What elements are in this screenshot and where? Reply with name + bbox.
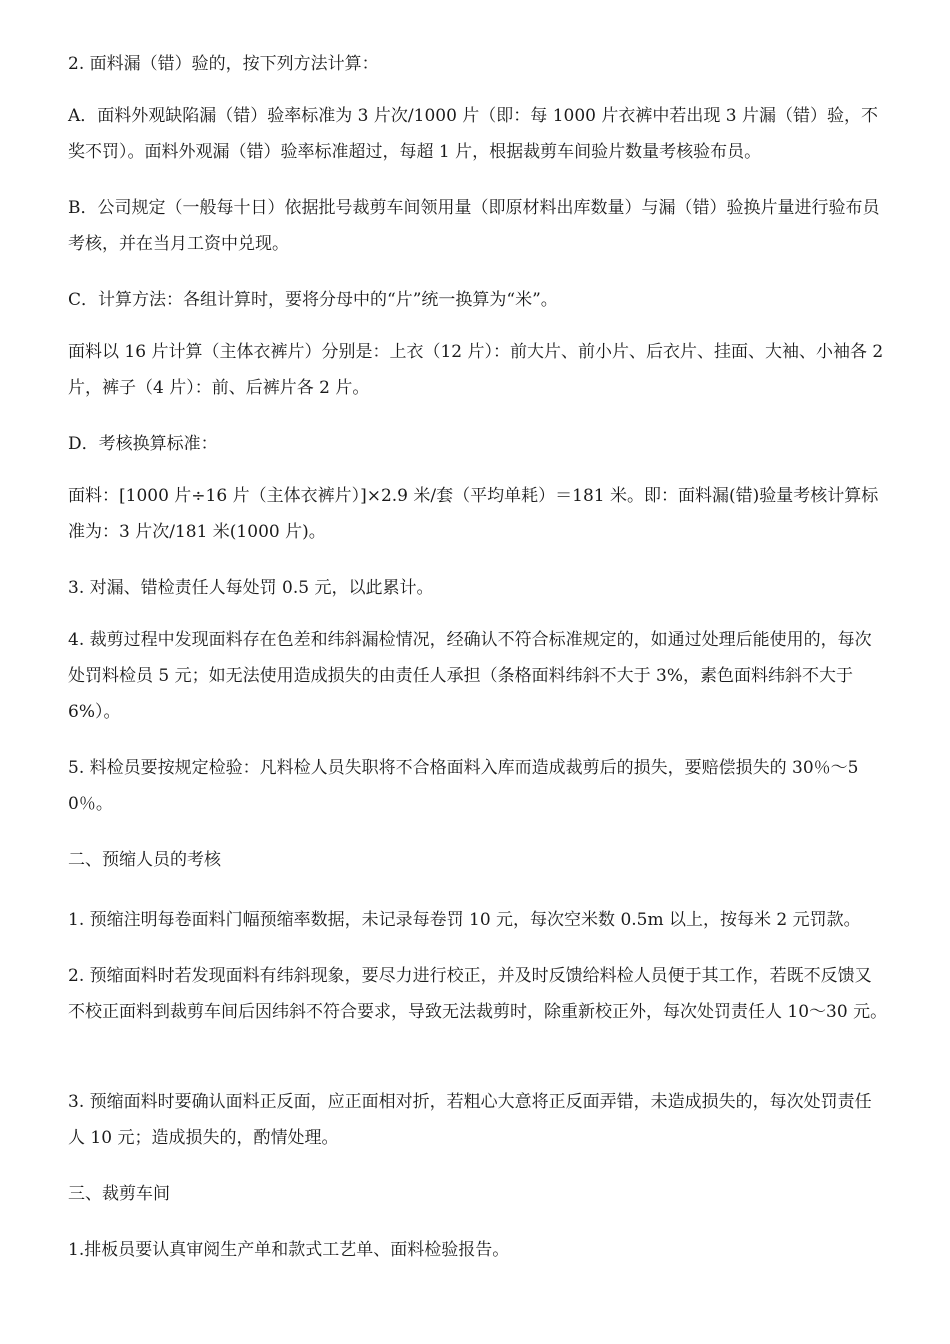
paragraph-preshrink-2: 2. 预缩面料时若发现面料有纬斜现象，要尽力进行校正，并及时反馈给料检人员便于其工作，若既不反馈又不校正面料到裁剪车间后因纬斜不符合要求，导致无法裁剪时，除重新校正外，每次处罚责任人 10～30 元。 <box>68 966 888 1022</box>
paragraph-3-penalty: 3. 对漏、错检责任人每处罚 0.5 元，以此累计。 <box>68 578 434 598</box>
paragraph-cutting-1: 1.排板员要认真审阅生产单和款式工艺单、面料检验报告。 <box>68 1240 510 1260</box>
paragraph-b-company-rule: B．公司规定（一般每十日）依据批号裁剪车间领用量（即原材料出库数量）与漏（错）验换片量进行验布员考核，并在当月工资中兑现。 <box>68 198 880 254</box>
paragraph-2-fabric-missed-inspection: 2. 面料漏（错）验的，按下列方法计算： <box>68 54 379 74</box>
paragraph-preshrink-3: 3. 预缩面料时要确认面料正反面，应正面相对折，若粗心大意将正反面弄错，未造成损失的，每次处罚责任人 10 元；造成损失的，酌情处理。 <box>68 1092 872 1148</box>
paragraph-fabric-16-pieces: 面料以 16 片计算（主体衣裤片）分别是：上衣（12 片）：前大片、前小片、后衣片、挂面、大袖、小袖各 2 片，裤子（4 片）：前、后裤片各 2 片。 <box>68 342 884 398</box>
section-heading-preshrink: 二、预缩人员的考核 <box>68 850 221 870</box>
paragraph-5-inspector-liability: 5. 料检员要按规定检验：凡料检人员失职将不合格面料入库而造成裁剪后的损失，要赔偿损失的 30％～50％。 <box>68 758 859 814</box>
paragraph-4-color-skew: 4. 裁剪过程中发现面料存在色差和纬斜漏检情况，经确认不符合标准规定的，如通过处理后能使用的，每次处罚料检员 5 元；如无法使用造成损失的由责任人承担（条格面料纬斜不大于 3%，素色面料纬斜不大于 6%）。 <box>68 630 872 722</box>
paragraph-a-defect-rate-standard: A．面料外观缺陷漏（错）验率标准为 3 片次/1000 片（即：每 1000 片衣裤中若出现 3 片漏（错）验，不奖不罚）。面料外观漏（错）验率标准超过，每超 1 片，根据裁剪车间验片数量考核验布员。 <box>68 106 878 162</box>
paragraph-preshrink-1: 1. 预缩注明每卷面料门幅预缩率数据，未记录每卷罚 10 元，每次空米数 0.5m 以上，按每米 2 元罚款。 <box>68 910 861 930</box>
section-heading-cutting: 三、裁剪车间 <box>68 1184 170 1204</box>
paragraph-c-calculation-method: C．计算方法：各组计算时，要将分母中的“片”统一换算为“米”。 <box>68 290 558 310</box>
paragraph-d-conversion-standard: D．考核换算标准： <box>68 434 218 454</box>
paragraph-fabric-formula: 面料：[1000 片÷16 片（主体衣裤片）]×2.9 米/套（平均单耗）＝181 米。即：面料漏(错)验量考核计算标准为：3 片次/181 米(1000 片)。 <box>68 486 879 542</box>
